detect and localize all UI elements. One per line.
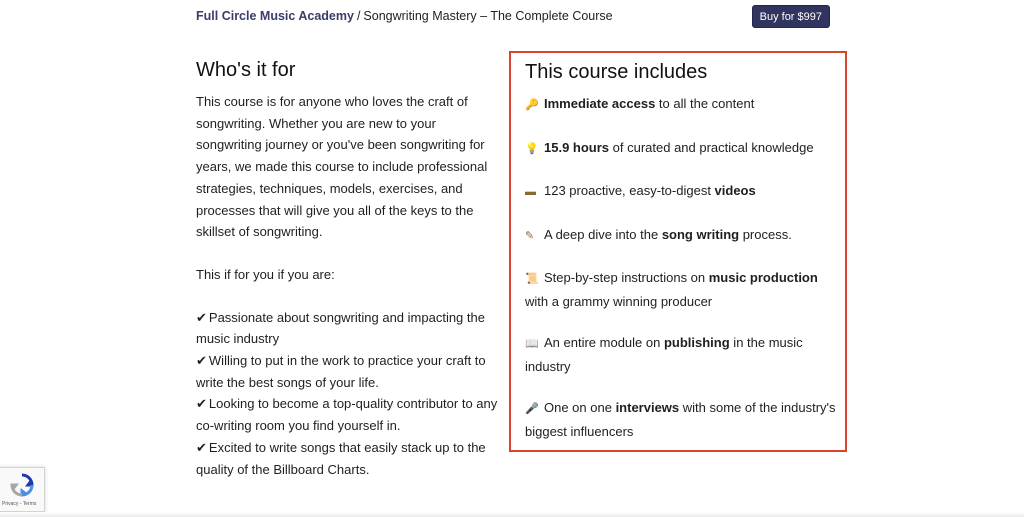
check-icon: ✔ [196, 396, 207, 412]
page-bottom-edge [0, 512, 1024, 517]
scroll-icon: 📜 [525, 273, 539, 285]
recaptcha-badge[interactable] [0, 467, 45, 512]
video-icon: ▬ [525, 186, 536, 198]
check-icon: ✔ [196, 353, 207, 369]
school-link[interactable]: Full Circle Music Academy [196, 9, 354, 23]
check-icon: ✔ [196, 439, 207, 455]
list-item: ✔ Passionate about songwriting and impacting the music industry [196, 309, 485, 347]
feature-item: 📖 An entire module on publishing in the music industry [525, 335, 803, 374]
who-its-for-heading: Who's it for [196, 59, 296, 81]
list-item: ✔ Excited to write songs that easily stack up to the quality of the Billboard Charts. [196, 439, 486, 477]
course-title: Songwriting Mastery – The Complete Course [363, 9, 613, 23]
feature-item: 🔑 Immediate access to all the content [525, 93, 841, 117]
microphone-icon: 🎤 [525, 403, 539, 415]
lightbulb-icon: 💡 [525, 143, 539, 155]
list-item: ✔ Looking to become a top-quality contributor to any co-writing room you find yourself in. [196, 396, 498, 434]
recaptcha-terms[interactable]: Privacy - Terms [2, 501, 37, 507]
feature-item: 📜 Step-by-step instructions on music production with a grammy winning producer [525, 270, 818, 309]
book-icon: 📖 [525, 338, 539, 350]
buy-button[interactable]: Buy for $997 [752, 5, 830, 28]
feature-item: ▬ 123 proactive, easy-to-digest videos [525, 180, 841, 204]
audience-lead: This if for you if you are: [196, 266, 335, 282]
course-includes-heading: This course includes [525, 61, 708, 83]
feature-item: ✎ A deep dive into the song writing process. [525, 224, 841, 248]
feature-item: 💡 15.9 hours of curated and practical knowledge [525, 137, 841, 161]
key-icon: 🔑 [525, 99, 539, 111]
recaptcha-icon [10, 473, 34, 497]
top-bar [196, 8, 834, 30]
feature-item: 🎤 One on one interviews with some of the industry's biggest influencers [525, 400, 836, 439]
list-item: ✔ Willing to put in the work to practice your craft to write the best songs of your life. [196, 353, 486, 390]
breadcrumb-separator: / [356, 9, 361, 23]
pencil-icon: ✎ [525, 230, 535, 242]
intro-paragraph: This course is for anyone who loves the craft of songwriting. Whether you are new to your songwriting journey or you've been songwriting for years, we made this course to include professional strategies, techniques, models, exercises, and processes that will give you all of the keys to the skillset of songwriting. [196, 94, 488, 240]
course-includes-box [509, 51, 847, 452]
breadcrumb [196, 9, 613, 23]
check-icon: ✔ [196, 309, 207, 325]
who-its-for-section [196, 59, 501, 480]
